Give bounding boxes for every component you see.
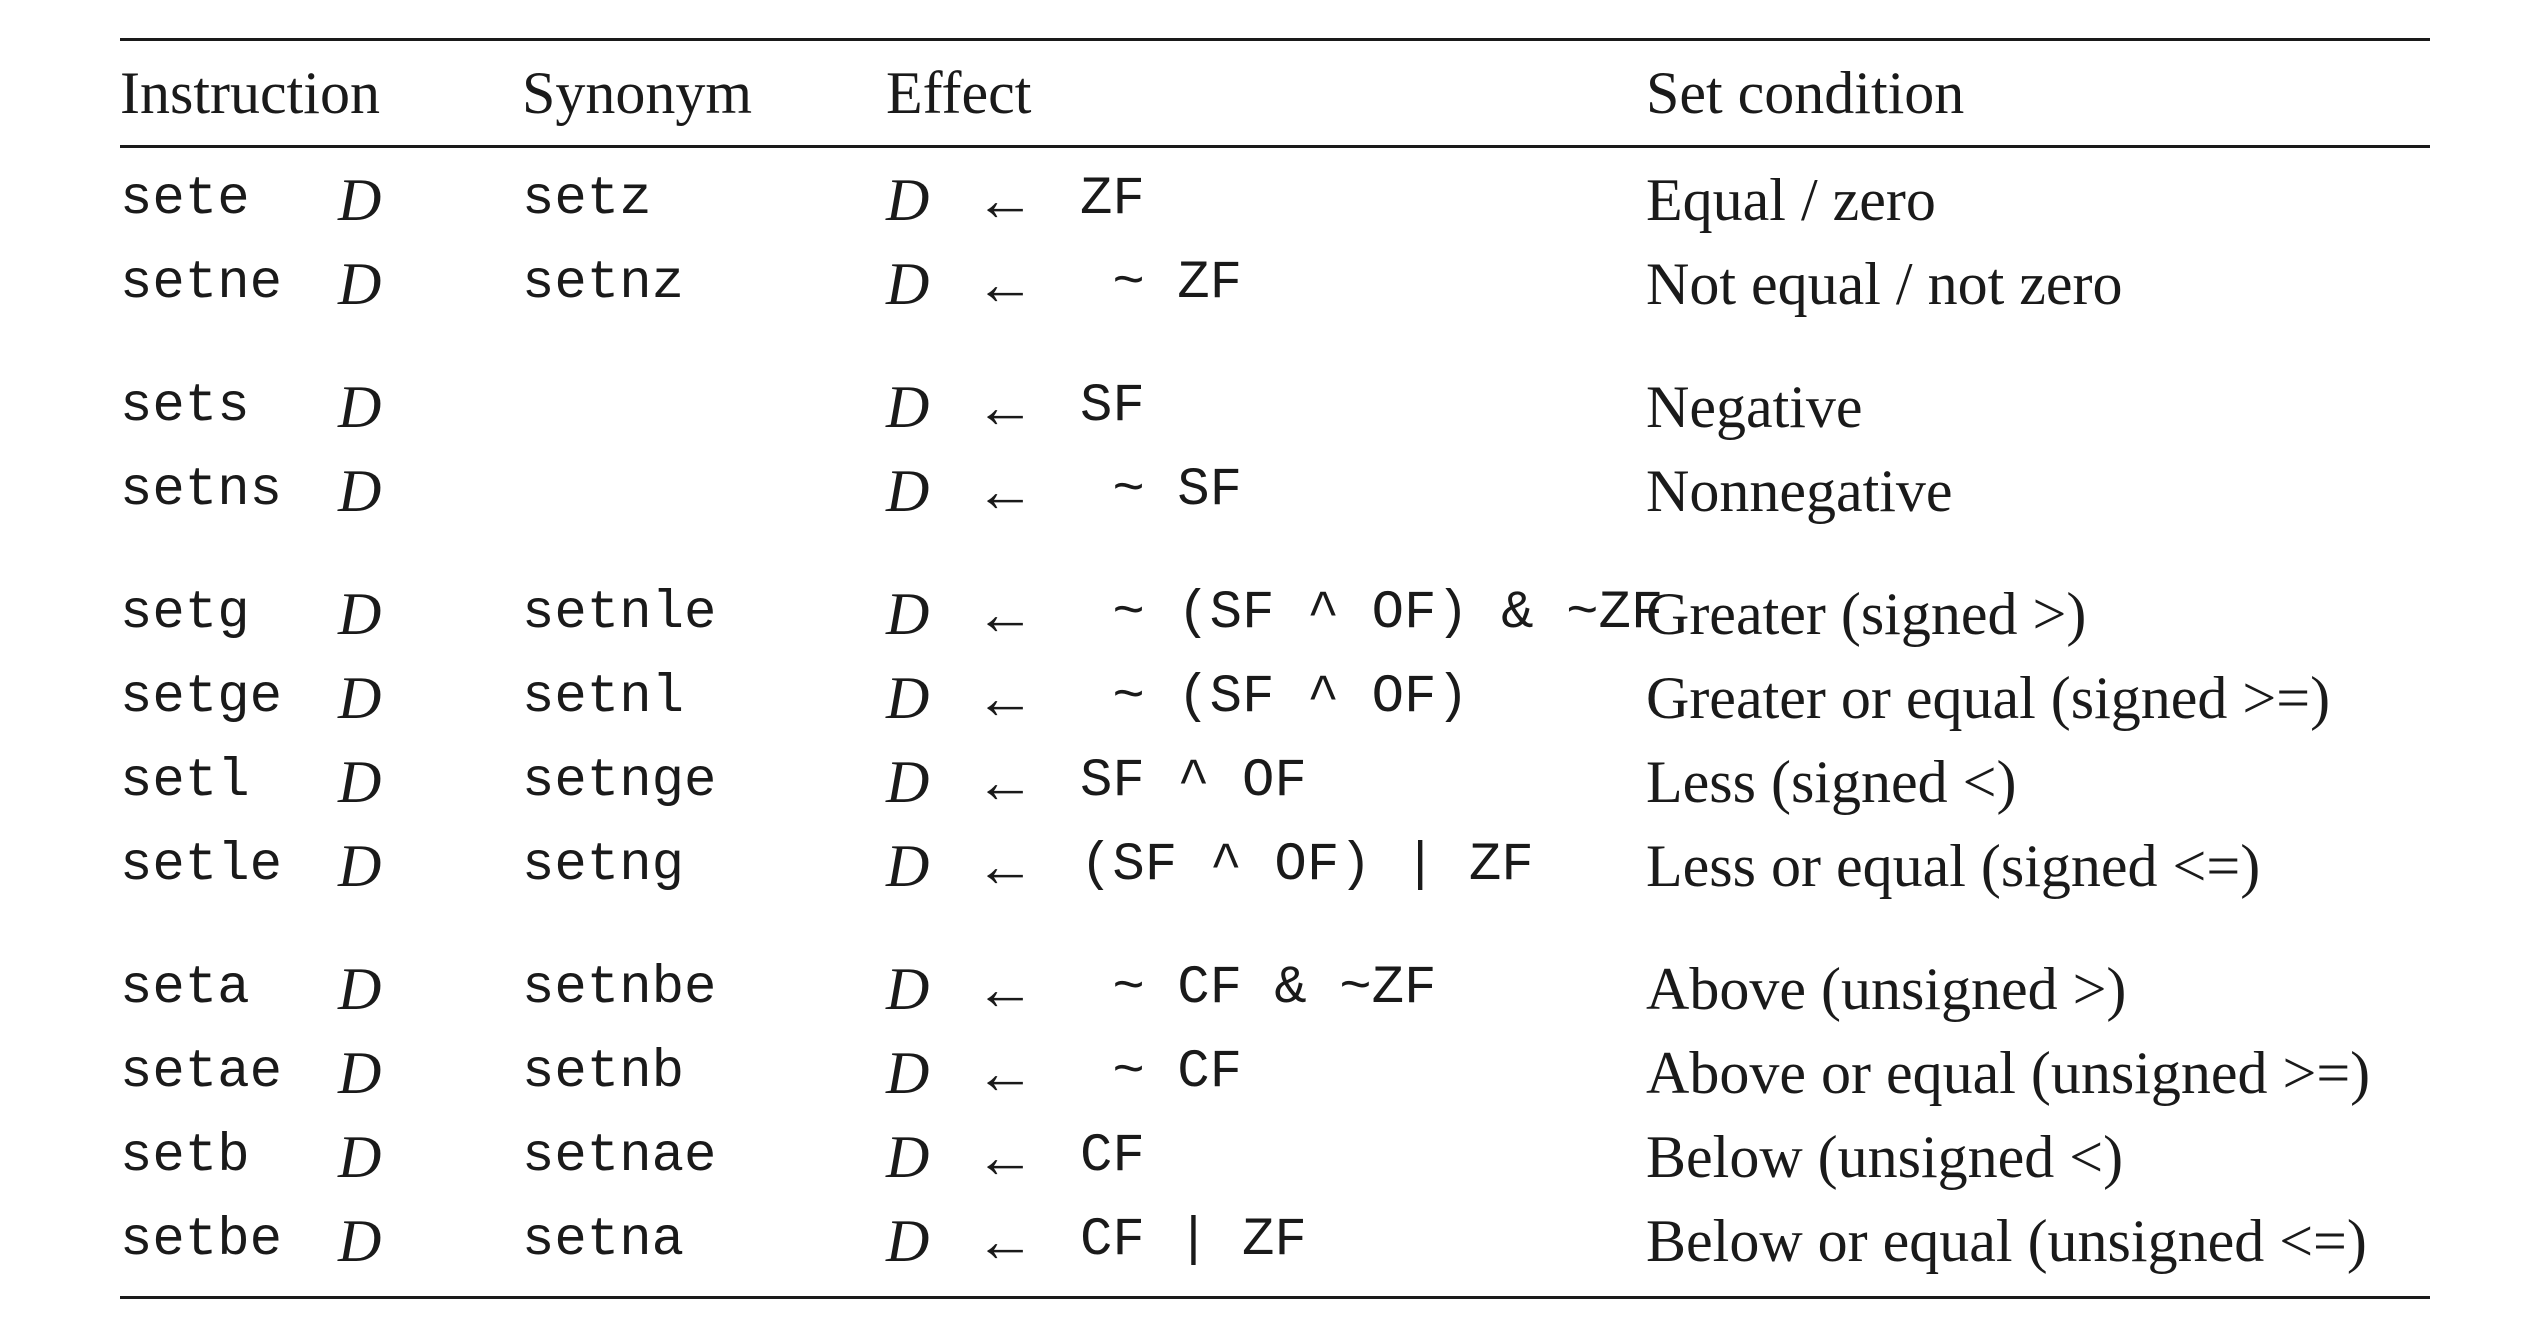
effect-destination: D bbox=[886, 251, 930, 317]
assign-arrow-icon: ← bbox=[975, 374, 1035, 440]
synonym-cell: setnge bbox=[522, 751, 717, 812]
destination-operand: D bbox=[338, 1208, 382, 1274]
table-row bbox=[0, 365, 2540, 449]
synonym-cell: setnz bbox=[522, 253, 685, 314]
effect-destination: D bbox=[886, 665, 930, 731]
set-condition-cell: Greater or equal (signed >=) bbox=[1646, 665, 2331, 731]
header-set-condition: Set condition bbox=[1646, 60, 1965, 126]
assign-arrow-icon: ← bbox=[975, 1208, 1035, 1274]
effect-destination: D bbox=[886, 1208, 930, 1274]
effect-destination: D bbox=[886, 1040, 930, 1106]
instruction-cell: setle bbox=[120, 835, 283, 896]
effect-expression: SF ^ OF bbox=[1080, 751, 1307, 812]
destination-operand: D bbox=[338, 665, 382, 731]
effect-expression: CF | ZF bbox=[1080, 1210, 1307, 1271]
table-header-rule bbox=[120, 145, 2430, 148]
instruction-cell: setns bbox=[120, 460, 283, 521]
instruction-cell: sets bbox=[120, 376, 250, 437]
destination-operand: D bbox=[338, 749, 382, 815]
effect-expression: SF bbox=[1080, 376, 1145, 437]
effect-expression: CF bbox=[1080, 1126, 1145, 1187]
destination-operand: D bbox=[338, 833, 382, 899]
table-row bbox=[0, 1115, 2540, 1199]
synonym-cell: setna bbox=[522, 1210, 685, 1271]
synonym-cell: setz bbox=[522, 169, 652, 230]
effect-destination: D bbox=[886, 1124, 930, 1190]
synonym-cell: setng bbox=[522, 835, 685, 896]
set-condition-cell: Below (unsigned <) bbox=[1646, 1124, 2124, 1190]
effect-destination: D bbox=[886, 458, 930, 524]
destination-operand: D bbox=[338, 374, 382, 440]
assign-arrow-icon: ← bbox=[975, 1040, 1035, 1106]
table-row bbox=[0, 449, 2540, 533]
assign-arrow-icon: ← bbox=[975, 458, 1035, 524]
table-row bbox=[0, 158, 2540, 242]
destination-operand: D bbox=[338, 1124, 382, 1190]
effect-destination: D bbox=[886, 749, 930, 815]
table-row bbox=[0, 947, 2540, 1031]
table-row bbox=[0, 242, 2540, 326]
assign-arrow-icon: ← bbox=[975, 1124, 1035, 1190]
synonym-cell: setnl bbox=[522, 667, 685, 728]
instruction-cell: setg bbox=[120, 583, 250, 644]
header-instruction: Instruction bbox=[120, 60, 380, 126]
destination-operand: D bbox=[338, 581, 382, 647]
effect-destination: D bbox=[886, 374, 930, 440]
effect-expression: ZF bbox=[1080, 169, 1145, 230]
set-condition-cell: Equal / zero bbox=[1646, 167, 1936, 233]
destination-operand: D bbox=[338, 1040, 382, 1106]
instruction-cell: setne bbox=[120, 253, 283, 314]
effect-expression: ~ SF bbox=[1080, 460, 1243, 521]
instruction-cell: setge bbox=[120, 667, 283, 728]
instruction-cell: setl bbox=[120, 751, 250, 812]
assign-arrow-icon: ← bbox=[975, 749, 1035, 815]
effect-expression: ~ CF bbox=[1080, 1042, 1243, 1103]
table-row bbox=[0, 824, 2540, 908]
table-top-rule bbox=[120, 38, 2430, 41]
synonym-cell: setnae bbox=[522, 1126, 717, 1187]
set-condition-cell: Negative bbox=[1646, 374, 1863, 440]
table-row bbox=[0, 572, 2540, 656]
instruction-cell: seta bbox=[120, 958, 250, 1019]
destination-operand: D bbox=[338, 956, 382, 1022]
effect-expression: (SF ^ OF) | ZF bbox=[1080, 835, 1534, 896]
instruction-cell: setb bbox=[120, 1126, 250, 1187]
set-condition-cell: Not equal / not zero bbox=[1646, 251, 2123, 317]
synonym-cell: setnb bbox=[522, 1042, 685, 1103]
header-effect: Effect bbox=[886, 60, 1032, 126]
effect-destination: D bbox=[886, 833, 930, 899]
set-condition-cell: Less (signed <) bbox=[1646, 749, 2017, 815]
table-row bbox=[0, 1031, 2540, 1115]
assign-arrow-icon: ← bbox=[975, 833, 1035, 899]
assign-arrow-icon: ← bbox=[975, 956, 1035, 1022]
set-condition-cell: Below or equal (unsigned <=) bbox=[1646, 1208, 2367, 1274]
effect-destination: D bbox=[886, 167, 930, 233]
set-condition-cell: Above or equal (unsigned >=) bbox=[1646, 1040, 2371, 1106]
set-condition-cell: Above (unsigned >) bbox=[1646, 956, 2127, 1022]
instruction-cell: sete bbox=[120, 169, 250, 230]
effect-expression: ~ (SF ^ OF) bbox=[1080, 667, 1469, 728]
destination-operand: D bbox=[338, 251, 382, 317]
effect-expression: ~ (SF ^ OF) & ~ZF bbox=[1080, 583, 1664, 644]
table-row bbox=[0, 656, 2540, 740]
effect-destination: D bbox=[886, 581, 930, 647]
effect-expression: ~ CF & ~ZF bbox=[1080, 958, 1437, 1019]
set-condition-cell: Greater (signed >) bbox=[1646, 581, 2087, 647]
table-bottom-rule bbox=[120, 1296, 2430, 1299]
effect-expression: ~ ZF bbox=[1080, 253, 1243, 314]
instruction-cell: setae bbox=[120, 1042, 283, 1103]
table-row bbox=[0, 740, 2540, 824]
destination-operand: D bbox=[338, 167, 382, 233]
instruction-cell: setbe bbox=[120, 1210, 283, 1271]
assign-arrow-icon: ← bbox=[975, 665, 1035, 731]
destination-operand: D bbox=[338, 458, 382, 524]
assign-arrow-icon: ← bbox=[975, 581, 1035, 647]
set-condition-cell: Less or equal (signed <=) bbox=[1646, 833, 2261, 899]
assign-arrow-icon: ← bbox=[975, 251, 1035, 317]
assign-arrow-icon: ← bbox=[975, 167, 1035, 233]
synonym-cell: setnle bbox=[522, 583, 717, 644]
header-synonym: Synonym bbox=[522, 60, 753, 126]
synonym-cell: setnbe bbox=[522, 958, 717, 1019]
set-condition-cell: Nonnegative bbox=[1646, 458, 1953, 524]
table-row bbox=[0, 1199, 2540, 1283]
effect-destination: D bbox=[886, 956, 930, 1022]
